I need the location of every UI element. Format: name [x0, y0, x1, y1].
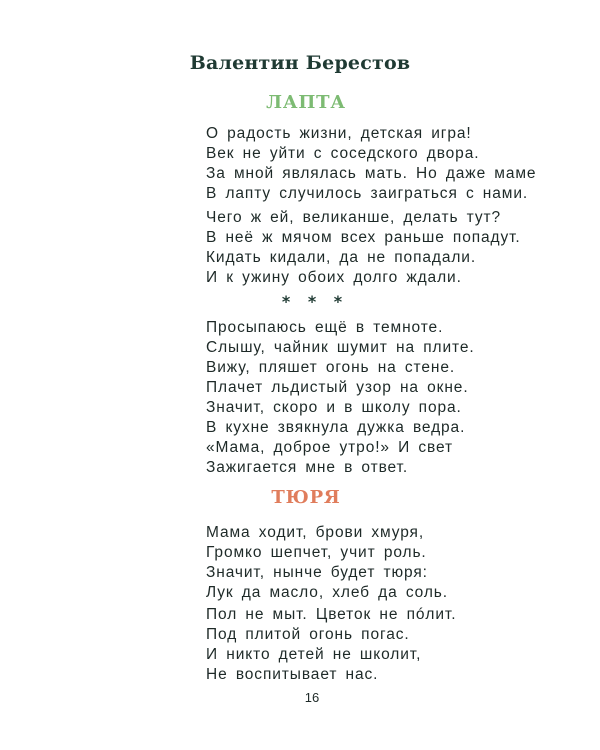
verse-line: Не воспитывает нас.: [206, 666, 379, 683]
verse-line: И к ужину обоих долго ждали.: [206, 269, 462, 286]
verse-line: Просыпаюсь ещё в темноте.: [206, 319, 444, 336]
verse-line: Значит, скоро и в школу пора.: [206, 399, 462, 416]
poem-title-lapta: ЛАПТА: [266, 92, 346, 113]
verse-line: Век не уйти с соседского двора.: [206, 145, 480, 162]
stanza: [206, 318, 475, 478]
verse-line: Слышу, чайник шумит на плите.: [206, 339, 475, 356]
verse-line: В лапту случилось заиграться с нами.: [206, 185, 529, 202]
asterisks-divider: * * *: [281, 292, 349, 311]
verse-line: И никто детей не школит,: [206, 646, 422, 663]
verse-line: Зажигается мне в ответ.: [206, 459, 409, 476]
verse-line: В кухне звякнула дужка ведра.: [206, 419, 466, 436]
verse-line: Вижу, пляшет огонь на стене.: [206, 359, 456, 376]
stanza: [206, 523, 448, 603]
verse-line: Лук да масло, хлеб да соль.: [206, 584, 448, 601]
verse-line: Чего ж ей, великанше, делать тут?: [206, 209, 501, 226]
verse-line: Кидать кидали, да не попадали.: [206, 249, 477, 266]
verse-line: Мама ходит, брови хмуря,: [206, 524, 425, 541]
verse-line: Громко шепчет, учит роль.: [206, 544, 427, 561]
verse-line: За мной являлась мать. Но даже маме: [206, 165, 537, 182]
verse-line: В неё ж мячом всех раньше попадут.: [206, 229, 521, 246]
verse-line: О радость жизни, детская игра!: [206, 125, 472, 142]
verse-line: Под плитой огонь погас.: [206, 626, 410, 643]
stanza: [206, 208, 521, 288]
verse-line: Пол не мыт. Цветок не пóлит.: [206, 606, 457, 623]
verse-line: «Мама, доброе утро!» И свет: [206, 439, 454, 456]
stanza: [206, 124, 536, 204]
author-name: Валентин Берестов: [189, 52, 411, 74]
poem-title-tyurya: ТЮРЯ: [271, 487, 341, 508]
verse-line: Плачет льдистый узор на окне.: [206, 379, 469, 396]
stanza: [206, 605, 456, 685]
page-number: 16: [304, 690, 320, 705]
verse-line: Значит, нынче будет тюря:: [206, 564, 428, 581]
